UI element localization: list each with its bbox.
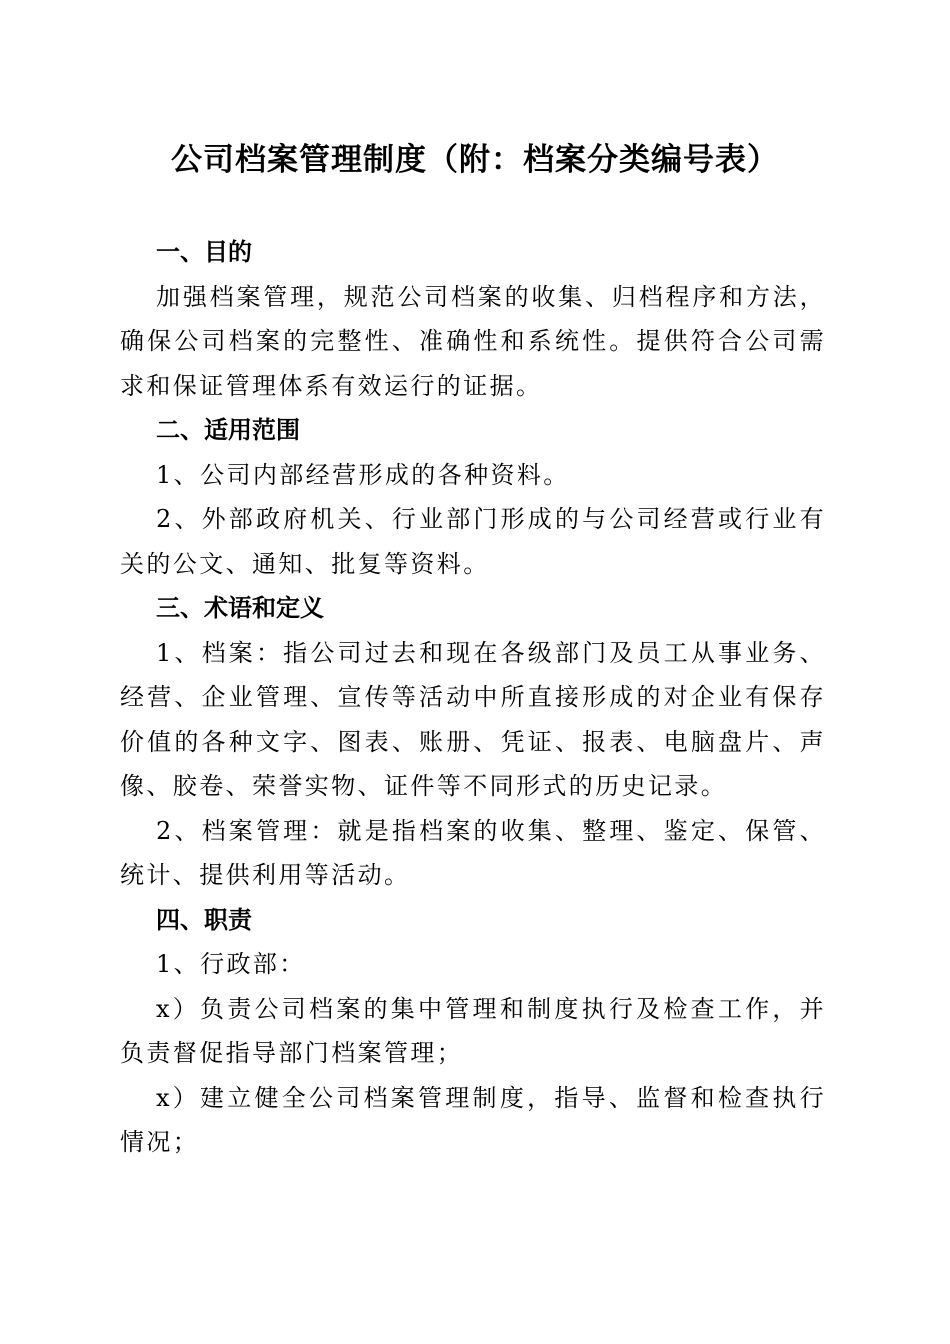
paragraph: 1、行政部： — [156, 950, 306, 978]
paragraph: x）负责公司档案的集中管理和制度执行及检查工作，并负责督促指导部门档案管理； — [120, 994, 826, 1067]
paragraph: 加强档案管理，规范公司档案的收集、归档程序和方法，确保公司档案的完整性、准确性和系统性。提供符合公司需求和保证管理体系有效运行的证据。 — [120, 282, 826, 400]
section-heading: 一、目的 — [156, 238, 252, 266]
section-heading: 四、职责 — [156, 905, 252, 934]
paragraph: x）建立健全公司档案管理制度，指导、监督和检查执行情况； — [120, 1083, 826, 1156]
paragraph: 2、外部政府机关、行业部门形成的与公司经营或行业有关的公文、通知、批复等资料。 — [120, 505, 826, 578]
paragraph: 1、公司内部经营形成的各种资料。 — [156, 460, 570, 489]
section-responsibilities — [120, 898, 826, 1165]
section-terms — [120, 586, 826, 898]
paragraph: 1、档案：指公司过去和现在各级部门及员工从事业务、经营、企业管理、宣传等活动中所直接形成的对企业有保存价值的各种文字、图表、账册、凭证、报表、电脑盘片、声像、胶卷、荣誉实物、证件等不同形式的历史记录。 — [120, 638, 826, 800]
document-title: 公司档案管理制度（附：档案分类编号表） — [171, 142, 779, 178]
section-heading: 三、术语和定义 — [156, 594, 324, 622]
section-purpose — [120, 230, 826, 408]
section-heading: 二、适用范围 — [156, 416, 300, 444]
paragraph: 2、档案管理：就是指档案的收集、整理、鉴定、保管、统计、提供利用等活动。 — [120, 816, 826, 889]
section-scope — [120, 408, 826, 586]
document-body — [120, 230, 826, 1165]
